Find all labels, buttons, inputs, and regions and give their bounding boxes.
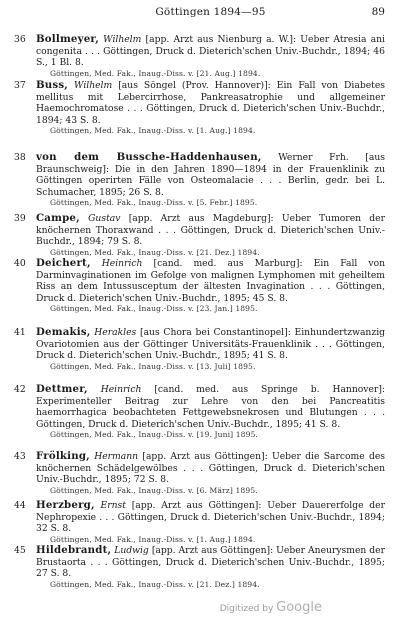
dissertation-note: Göttingen, Med. Fak., Inaug.-Diss. v. [5. Febr.] 1895. <box>50 198 258 208</box>
entry-text: [app. Arzt aus Nienburg a. W.]: Ueber Atresia ani congenita . . . Göttingen, Druck d. Dieterich'schen Univ.-Buchdr., 1894; 46 S., 1 Bl. 8. <box>36 34 385 69</box>
entry-number: 40 <box>14 258 26 269</box>
entry-number: 37 <box>14 80 26 91</box>
author-name: Bollmeyer, <box>36 33 99 45</box>
entry-text: [app. Arzt aus Göttingen]: Ueber Aneurysmen der Brustaorta . . . Göttingen, Druck d. Dieterich'schen Univ.-Buchdr., 1895; 27 S. 8. <box>36 545 385 580</box>
author-name: Hildebrandt, <box>36 544 112 556</box>
entry-number: 38 <box>14 152 26 163</box>
entry-number: 41 <box>14 327 26 338</box>
entry-39 <box>14 212 386 258</box>
author-name: Herzberg, <box>36 499 95 511</box>
author-given: Heinrich <box>100 384 142 395</box>
entry-36 <box>14 33 385 79</box>
dissertation-note: Göttingen, Med. Fak., Inaug.-Diss. v. [13. Juli] 1895. <box>50 361 256 371</box>
entry-text: [cand. med. aus Marburg]: Ein Fall von Darminvaginationen im Gefolge von malignen Lymphomen mit geheiltem Riss an dem Intussusceptum der ältesten Invagination . . . Göttingen, Druck d. Dieterich'schen Univ.-Buchdr., 1895; 45 S. 8. <box>36 258 386 304</box>
entry-text: [aus Söngel (Prov. Hannover)]: Ein Fall von Diabetes mellitus mit Lebercirrhose, Pankreasatrophie und allgemeiner Haemochromatose . . . Göttingen, Druck d. Dieterich'schen Univ.-Buchdr., 1894; 43 S. 8. <box>36 80 385 126</box>
dissertation-note: Göttingen, Med. Fak., Inaug.-Diss. v. [23. Jan.] 1895. <box>50 304 258 314</box>
entry-42 <box>14 383 385 441</box>
running-header <box>36 6 385 20</box>
author-given: Wilhelm <box>103 34 142 45</box>
entry-number: 36 <box>14 34 26 45</box>
dissertation-note: Göttingen, Med. Fak., Inaug.-Diss. v. [6. März] 1895. <box>50 485 258 495</box>
dissertation-note: Göttingen, Med. Fak., Inaug.-Diss. v. [21. Dez.] 1894. <box>50 247 260 257</box>
entry-41 <box>14 326 386 372</box>
dissertation-note: Göttingen, Med. Fak., Inaug.-Diss. v. [1. Aug.] 1894. <box>50 534 256 544</box>
page-number: 89 <box>371 6 385 18</box>
entry-text: [app. Arzt aus Göttingen]: Ueber die Sarcome des knöchernen Schädelgewölbes . . . Göttingen, Druck d. Dieterich'schen Univ.-Buchdr., 1895; 72 S. 8. <box>36 451 386 486</box>
entry-44 <box>14 499 386 545</box>
author-name: Dettmer, <box>36 383 88 395</box>
entry-40 <box>14 257 386 315</box>
author-name: Buss, <box>36 79 69 91</box>
entry-text: [cand. med. aus Springe b. Hannover]: Experimenteller Beitrag zur Lehre von den bei Pancreatitis haemorrhagica beobachteten Fettgewebsnekrosen und Blutungen . . . Göttingen, Druck d. Dieterich'schen Univ.-Buchdr., 1895; 41 S. 8. <box>36 384 385 430</box>
author-given: Ludwig <box>114 545 149 556</box>
author-name: Frölking, <box>36 450 90 462</box>
watermark-brand: Google <box>276 600 322 615</box>
author-given: Herakles <box>94 327 137 338</box>
google-watermark <box>220 600 322 615</box>
entry-37 <box>14 79 385 137</box>
author-name: Deichert, <box>36 257 91 269</box>
entry-number: 42 <box>14 384 26 395</box>
entry-text: [app. Arzt aus Göttingen]: Ueber Dauererfolge der Nephropexie . . . Göttingen, Druck d. Dieterich'schen Univ.-Buchdr., 1894; 32 S. 8. <box>36 500 386 535</box>
author-name: Campe, <box>36 212 80 224</box>
author-given: Gustav <box>88 213 121 224</box>
entry-45 <box>14 544 385 590</box>
entry-text: [app. Arzt aus Magdeburg]: Ueber Tumoren der knöchernen Thoraxwand . . . Göttingen, Druck d. Dieterich'schen Univ.-Buchdr., 1894; 79 S. 8. <box>36 213 386 248</box>
entry-text: Werner Frh. [aus Braunschweig]: Die in den Jahren 1890—1894 in der Frauenklinik zu Göttingen operirten Fälle von Osteomalacie . . . Berlin, gedr. bei L. Schumacher, 1895; 26 S. 8. <box>36 152 385 198</box>
header-title: Göttingen 1894—95 <box>155 6 266 18</box>
entry-number: 43 <box>14 451 26 462</box>
dissertation-note: Göttingen, Med. Fak., Inaug.-Diss. v. [19. Juni] 1895. <box>50 430 258 440</box>
entry-text: [aus Chora bei Constantinopel]: Einhundertzwanzig Ovariotomien aus der Göttinger Universitäts-Frauenklinik . . . Göttingen, Druck d. Dieterich'schen Univ.-Buchdr., 1895; 41 S. 8. <box>36 327 386 362</box>
author-name: von dem Bussche-Haddenhausen, <box>36 151 262 163</box>
watermark-prefix: Digitized by <box>219 604 274 614</box>
author-given: Heinrich <box>101 258 143 269</box>
dissertation-note: Göttingen, Med. Fak., Inaug.-Diss. v. [21. Dez.] 1894. <box>50 579 260 589</box>
author-given: Wilhelm <box>74 80 113 91</box>
entry-number: 45 <box>14 545 26 556</box>
author-given: Ernst <box>100 500 126 511</box>
dissertation-note: Göttingen, Med. Fak., Inaug.-Diss. v. [1. Aug.] 1894. <box>50 126 256 136</box>
author-name: Demakis, <box>36 326 91 338</box>
author-given: Hermann <box>94 451 139 462</box>
entry-43 <box>14 450 386 496</box>
entry-number: 39 <box>14 213 26 224</box>
entry-number: 44 <box>14 500 26 511</box>
dissertation-note: Göttingen, Med. Fak., Inaug.-Diss. v. [21. Aug.] 1894. <box>50 68 261 78</box>
entry-38 <box>14 151 385 209</box>
